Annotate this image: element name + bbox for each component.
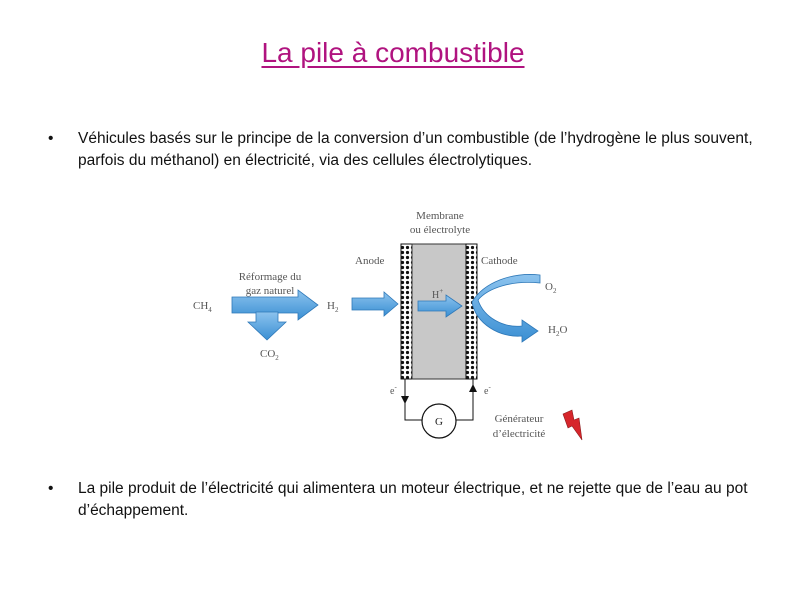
anode-electrode bbox=[401, 244, 412, 379]
h2-feed-arrow-icon bbox=[352, 292, 398, 316]
ch4-label: $CH_4$ bbox=[193, 300, 212, 314]
bullet-item-2 bbox=[48, 478, 768, 522]
reforming-label-line1: Réformage du bbox=[238, 271, 302, 283]
electron-label-right: e- bbox=[484, 383, 491, 397]
h2o-label: $H_2O$ bbox=[548, 324, 568, 338]
membrane-label-line1: Membrane bbox=[416, 210, 464, 222]
bullet-text-2: La pile produit de l’électricité qui alimentera un moteur électrique, et ne rejette que de l’eau au pot d’échappement. bbox=[78, 480, 748, 519]
anode-label: Anode bbox=[355, 255, 385, 267]
hplus-label: H+ bbox=[432, 287, 444, 301]
reforming-label-line2: gaz naturel bbox=[245, 285, 295, 297]
page-title: La pile à combustible bbox=[261, 37, 525, 68]
oxygen-water-arrow-icon bbox=[472, 274, 540, 342]
co2-down-arrow-icon bbox=[248, 312, 286, 340]
membrane-label-line2: ou électrolyte bbox=[409, 224, 471, 236]
o2-label: $O_2$ bbox=[545, 281, 557, 295]
lightning-icon bbox=[563, 410, 582, 440]
cathode-label: Cathode bbox=[481, 255, 518, 267]
generator-caption-line2: d’électricité bbox=[492, 428, 546, 440]
generator-caption-line1: Générateur bbox=[494, 413, 544, 425]
generator-label: G bbox=[435, 416, 443, 428]
bullet-text-1: Véhicules basés sur le principe de la conversion d’un combustible (de l’hydrogène le plus souvent, parfois du méthanol) en électricité, via des cellules électrolytiques. bbox=[78, 130, 753, 169]
electron-up-arrow-icon bbox=[469, 384, 477, 392]
bullet-symbol: • bbox=[48, 480, 54, 497]
electron-down-arrow-icon bbox=[401, 396, 409, 404]
electron-label-left: e- bbox=[390, 383, 397, 397]
membrane-electrolyte bbox=[412, 244, 466, 379]
co2-label: $CO_2$ bbox=[260, 348, 279, 362]
bullet-symbol: • bbox=[48, 130, 54, 147]
h2-label: $H_2$ bbox=[327, 300, 339, 314]
